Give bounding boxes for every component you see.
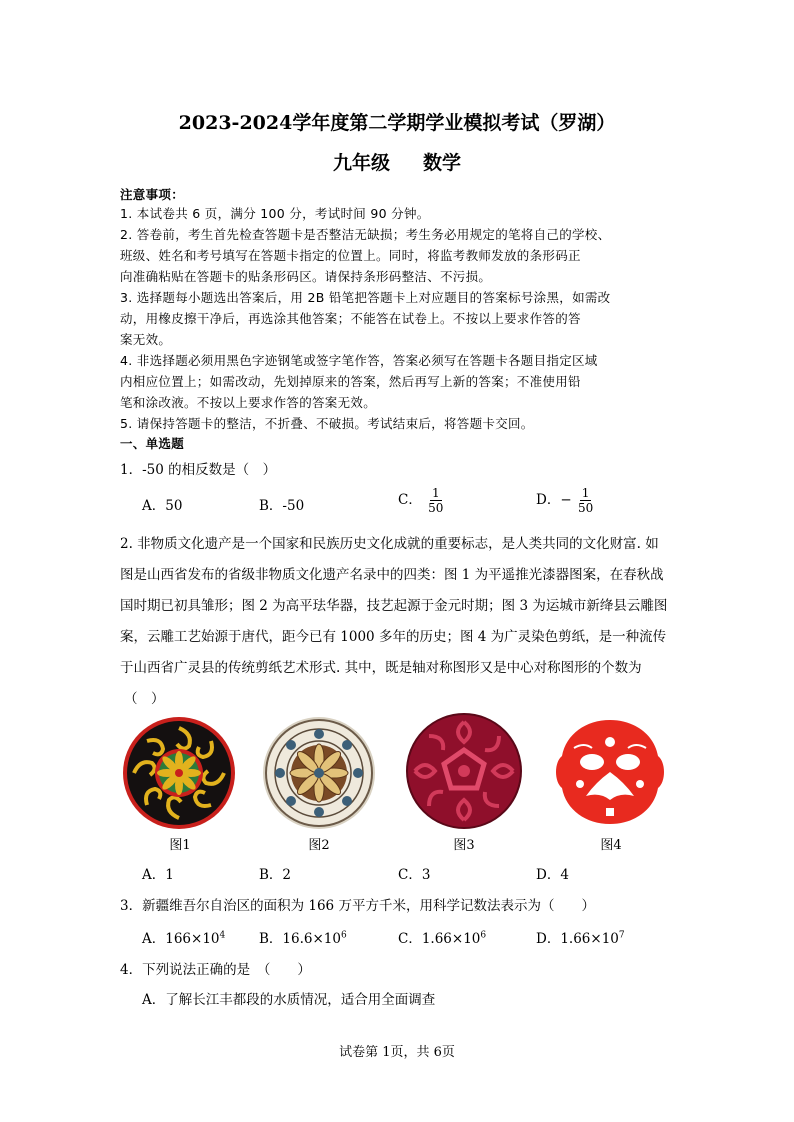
- q4-option-a: A．了解长江丰都段的水质情况，适合用全面调查: [142, 992, 436, 1008]
- exponent: 6: [480, 930, 487, 941]
- q3-option-d-base: D．1.66×10: [536, 931, 619, 947]
- question-2-line: 国时期已初具雏形；图 2 为高平珐华器，技艺起源于金元时期；图 3 为运城市新绛县云雕图: [120, 598, 668, 614]
- q3-option-b-base: B．16.6×10: [259, 931, 341, 947]
- notice-line: 5. 请保持答题卡的整洁，不折叠、不破损。考试结束后，将答题卡交回。: [120, 416, 534, 431]
- fraction-numerator: 1: [431, 486, 440, 500]
- q3-option-a: [142, 927, 225, 947]
- exponent: 6: [340, 930, 347, 941]
- notice-line: 1. 本试卷共 6 页，满分 100 分，考试时间 90 分钟。: [120, 206, 430, 221]
- question-3-stem: 3．新疆维吾尔自治区的面积为 166 万平方千米，用科学记数法表示为（ ）: [120, 898, 595, 914]
- question-2-line: （ ）: [124, 691, 165, 707]
- fraction-numerator: 1: [581, 486, 590, 500]
- q1-option-b: B．-50: [259, 498, 305, 514]
- figure-2-caption: 图2: [308, 838, 330, 853]
- notice-line: 班级、姓名和考号填写在答题卡指定的位置上。同时，将监考教师发放的条形码正: [120, 248, 581, 263]
- question-1-stem: 1．-50 的相反数是（ ）: [120, 462, 277, 478]
- page-footer: 试卷第 1页，共 6页: [339, 1045, 455, 1060]
- fraction-denominator: 50: [428, 501, 444, 515]
- notice-line: 案无效。: [120, 332, 172, 347]
- figure-3-caption: 图3: [453, 838, 475, 853]
- figure-2-fahua-ware: [262, 716, 376, 834]
- notice-line: 3. 选择题每小题选出答案后，用 2B 铅笔把答题卡上对应题目的答案标号涂黑，如需改: [120, 290, 611, 305]
- question-4-stem: 4．下列说法正确的是 （ ）: [120, 962, 311, 978]
- notice-heading: 注意事项：: [120, 187, 185, 202]
- question-2-line: 图是山西省发布的省级非物质文化遗产名录中的四类：图 1 为平遥推光漆器图案，在春秋战: [120, 567, 664, 583]
- notice-line: 2. 答卷前，考生首先检查答题卡是否整洁无缺损；考生务必用规定的笔将自己的学校、: [120, 227, 611, 242]
- q2-option-a: A．1: [142, 867, 174, 883]
- figure-4-caption: 图4: [600, 838, 622, 853]
- figure-1-lacquer-plate: [122, 716, 236, 834]
- notice-line: 动，用橡皮擦干净后，再选涂其他答案；不能答在试卷上。不按以上要求作答的答: [120, 311, 581, 326]
- question-2-line: 案，云雕工艺始源于唐代，距今已有 1000 多年的历史；图 4 为广灵染色剪纸，是一种流传: [120, 629, 667, 645]
- notice-line: 4. 非选择题必须用黑色字迹钢笔或签字笔作答，答案必须写在答题卡各题目指定区域: [120, 353, 598, 368]
- question-2-line: 于山西省广灵县的传统剪纸艺术形式. 其中，既是轴对称图形又是中心对称图形的个数为: [120, 660, 642, 676]
- exam-subtitle: 九年级 数学: [332, 152, 462, 174]
- fraction-denominator: 50: [577, 501, 594, 515]
- q2-option-d: D．4: [536, 867, 569, 883]
- q1-option-c-label: C．: [398, 492, 422, 508]
- q3-option-c: [398, 927, 486, 947]
- q1-option-d: [536, 486, 595, 515]
- notice-line: 向准确粘贴在答题卡的贴条形码区。请保持条形码整洁、不污损。: [120, 269, 492, 284]
- figure-1-caption: 图1: [169, 838, 191, 853]
- q3-option-c-base: C．1.66×10: [398, 931, 481, 947]
- exponent: 4: [219, 930, 226, 941]
- q2-option-b: B．2: [259, 867, 292, 883]
- q1-option-d-fraction: [576, 486, 595, 515]
- q1-option-c: [398, 486, 445, 515]
- figure-3-cloud-carving: [405, 712, 523, 834]
- exam-title: 2023-2024学年度第二学期学业模拟考试（罗湖）: [178, 112, 616, 134]
- q3-option-d: [536, 927, 625, 947]
- figure-4-paper-cut: [550, 712, 670, 836]
- section-heading: 一、单选题: [120, 436, 185, 451]
- q1-option-c-fraction: [426, 486, 445, 515]
- exponent: 7: [618, 930, 625, 941]
- minus-sign: −: [560, 492, 572, 508]
- notice-line: 内相应位置上；如需改动，先划掉原来的答案，然后再写上新的答案；不准使用铅: [120, 374, 581, 389]
- q3-option-b: [259, 927, 347, 947]
- notice-line: 笔和涂改液。不按以上要求作答的答案无效。: [120, 395, 377, 410]
- q1-option-d-label: D．: [536, 492, 561, 508]
- q3-option-a-base: A．166×10: [142, 931, 220, 947]
- question-2-line: 2. 非物质文化遗产是一个国家和民族历史文化成就的重要标志，是人类共同的文化财富. 如: [120, 536, 659, 552]
- q1-option-a: A．50: [142, 498, 183, 514]
- q2-option-c: C．3: [398, 867, 431, 883]
